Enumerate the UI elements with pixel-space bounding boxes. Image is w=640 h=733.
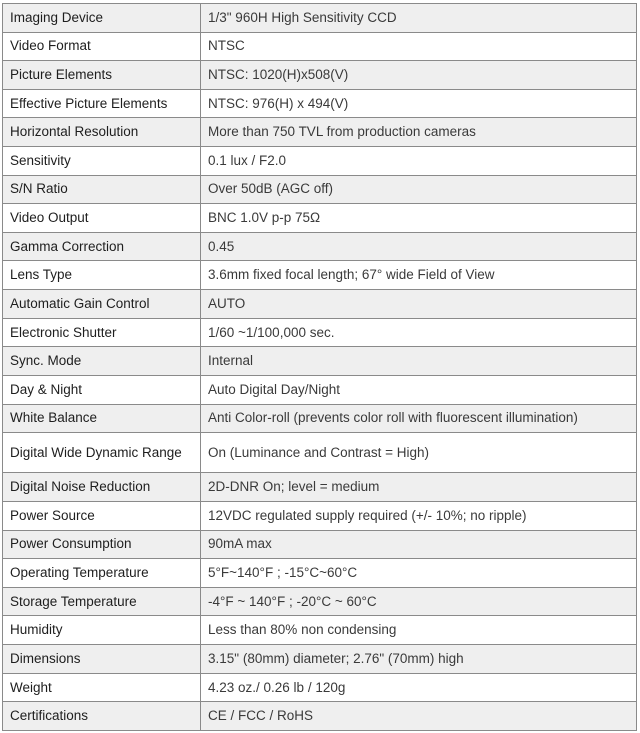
table-row <box>3 404 637 433</box>
table-row <box>3 232 637 261</box>
spec-label-sync-mode: Sync. Mode <box>3 347 201 376</box>
spec-value-certifications: CE / FCC / RoHS <box>201 702 637 731</box>
spec-value-effective-picture-elements: NTSC: 976(H) x 494(V) <box>201 89 637 118</box>
spec-value-lens-type: 3.6mm fixed focal length; 67° wide Field of View <box>201 261 637 290</box>
spec-value-imaging-device: 1/3" 960H High Sensitivity CCD <box>201 4 637 33</box>
table-row <box>3 702 637 731</box>
spec-value-electronic-shutter: 1/60 ~1/100,000 sec. <box>201 318 637 347</box>
spec-value-video-format: NTSC <box>201 32 637 61</box>
table-row <box>3 89 637 118</box>
table-row <box>3 32 637 61</box>
spec-value-storage-temperature: -4°F ~ 140°F ; -20°C ~ 60°C <box>201 587 637 616</box>
spec-value-white-balance: Anti Color-roll (prevents color roll with fluorescent illumination) <box>201 404 637 433</box>
spec-label-white-balance: White Balance <box>3 404 201 433</box>
table-row <box>3 204 637 233</box>
table-row <box>3 473 637 502</box>
spec-label-digital-wide-dynamic-range: Digital Wide Dynamic Range <box>3 433 201 473</box>
table-row <box>3 261 637 290</box>
spec-label-storage-temperature: Storage Temperature <box>3 587 201 616</box>
spec-label-dimensions: Dimensions <box>3 645 201 674</box>
spec-label-digital-noise-reduction: Digital Noise Reduction <box>3 473 201 502</box>
spec-value-humidity: Less than 80% non condensing <box>201 616 637 645</box>
spec-label-weight: Weight <box>3 673 201 702</box>
spec-label-operating-temperature: Operating Temperature <box>3 559 201 588</box>
table-row <box>3 375 637 404</box>
table-row <box>3 645 637 674</box>
table-row <box>3 587 637 616</box>
spec-value-dimensions: 3.15" (80mm) diameter; 2.76" (70mm) high <box>201 645 637 674</box>
spec-label-sensitivity: Sensitivity <box>3 147 201 176</box>
table-row <box>3 318 637 347</box>
spec-label-lens-type: Lens Type <box>3 261 201 290</box>
spec-value-digital-noise-reduction: 2D-DNR On; level = medium <box>201 473 637 502</box>
spec-value-video-output: BNC 1.0V p-p 75Ω <box>201 204 637 233</box>
table-row <box>3 673 637 702</box>
spec-label-effective-picture-elements: Effective Picture Elements <box>3 89 201 118</box>
spec-label-picture-elements: Picture Elements <box>3 61 201 90</box>
table-row <box>3 616 637 645</box>
spec-value-power-consumption: 90mA max <box>201 530 637 559</box>
spec-label-gamma-correction: Gamma Correction <box>3 232 201 261</box>
spec-value-automatic-gain-control: AUTO <box>201 290 637 319</box>
spec-label-automatic-gain-control: Automatic Gain Control <box>3 290 201 319</box>
spec-label-power-consumption: Power Consumption <box>3 530 201 559</box>
spec-label-humidity: Humidity <box>3 616 201 645</box>
spec-value-weight: 4.23 oz./ 0.26 lb / 120g <box>201 673 637 702</box>
spec-label-day-night: Day & Night <box>3 375 201 404</box>
spec-label-imaging-device: Imaging Device <box>3 4 201 33</box>
spec-value-sensitivity: 0.1 lux / F2.0 <box>201 147 637 176</box>
spec-label-video-format: Video Format <box>3 32 201 61</box>
spec-label-horizontal-resolution: Horizontal Resolution <box>3 118 201 147</box>
spec-value-power-source: 12VDC regulated supply required (+/- 10%; no ripple) <box>201 502 637 531</box>
spec-label-electronic-shutter: Electronic Shutter <box>3 318 201 347</box>
spec-label-sn-ratio: S/N Ratio <box>3 175 201 204</box>
spec-value-horizontal-resolution: More than 750 TVL from production cameras <box>201 118 637 147</box>
table-row <box>3 347 637 376</box>
spec-value-sync-mode: Internal <box>201 347 637 376</box>
table-row <box>3 118 637 147</box>
spec-value-sn-ratio: Over 50dB (AGC off) <box>201 175 637 204</box>
table-row <box>3 433 637 473</box>
specifications-table <box>2 3 637 731</box>
table-row <box>3 4 637 33</box>
spec-value-operating-temperature: 5°F~140°F ; -15°C~60°C <box>201 559 637 588</box>
table-row <box>3 559 637 588</box>
table-row <box>3 530 637 559</box>
table-row <box>3 147 637 176</box>
spec-label-power-source: Power Source <box>3 502 201 531</box>
spec-value-gamma-correction: 0.45 <box>201 232 637 261</box>
table-row <box>3 290 637 319</box>
table-row <box>3 502 637 531</box>
spec-value-day-night: Auto Digital Day/Night <box>201 375 637 404</box>
table-row <box>3 175 637 204</box>
spec-label-certifications: Certifications <box>3 702 201 731</box>
spec-label-video-output: Video Output <box>3 204 201 233</box>
spec-value-picture-elements: NTSC: 1020(H)x508(V) <box>201 61 637 90</box>
spec-value-digital-wide-dynamic-range: On (Luminance and Contrast = High) <box>201 433 637 473</box>
table-row <box>3 61 637 90</box>
